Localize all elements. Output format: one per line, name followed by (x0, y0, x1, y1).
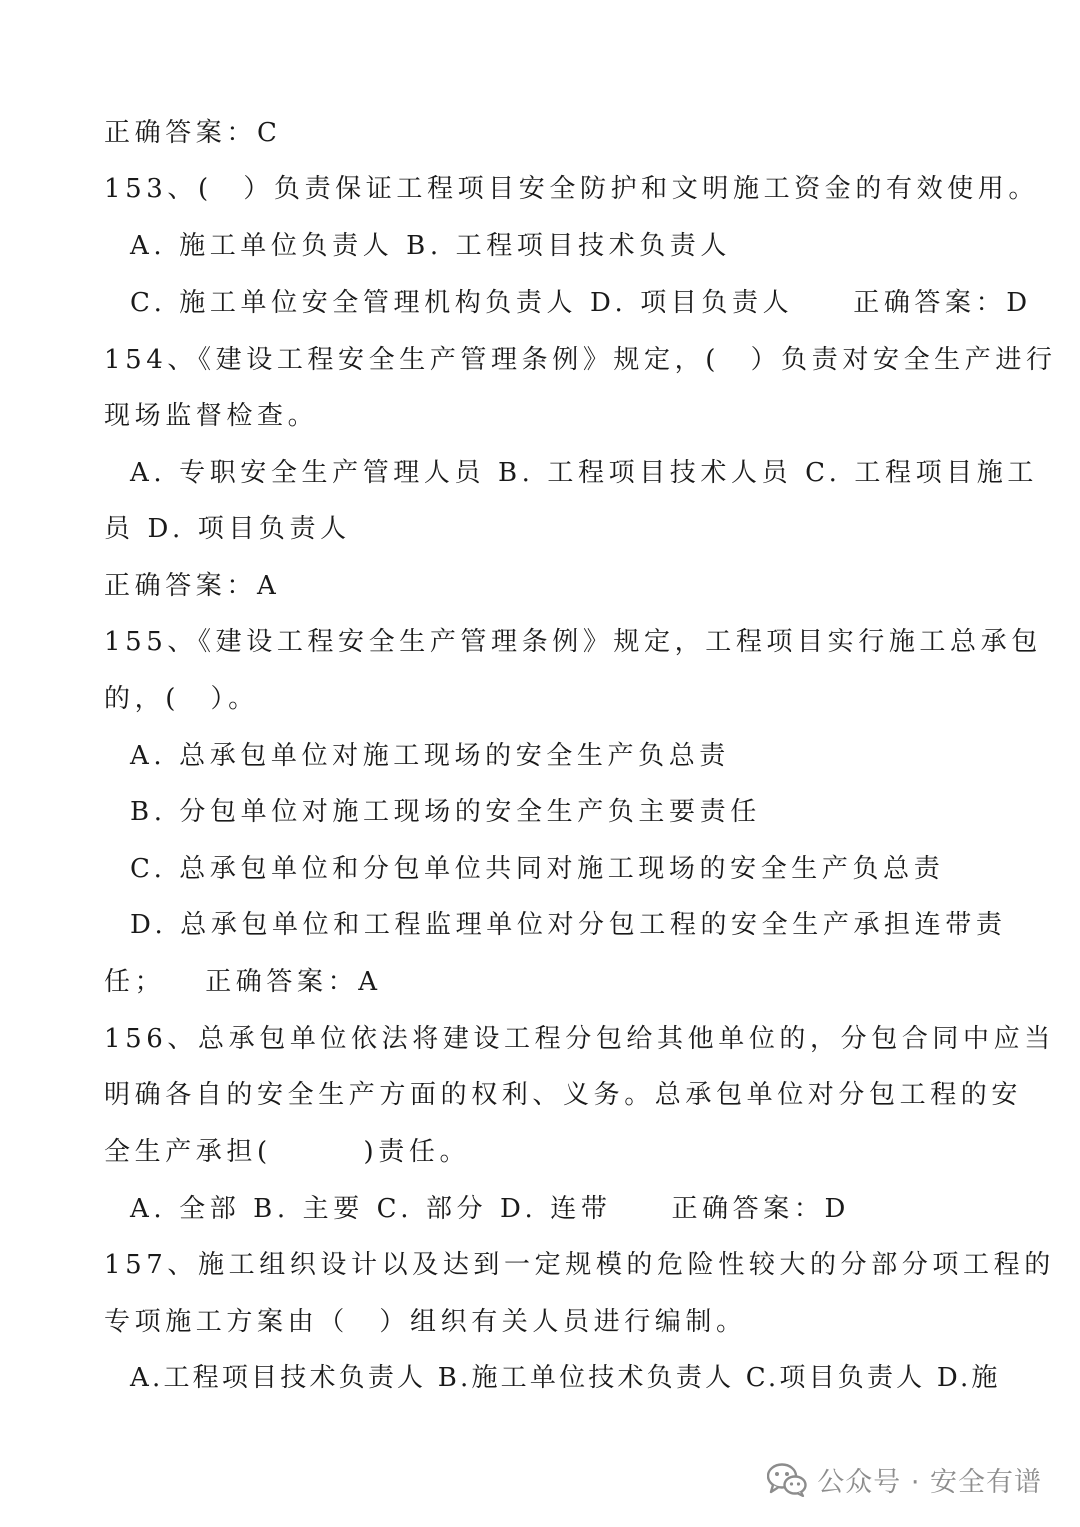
options-text: A.工程项目技术负责人 B.施工单位技术负责人 C.项目负责人 D.施 (130, 1363, 1001, 1393)
question-text: 155、《建设工程安全生产管理条例》规定，工程项目实行施工总承包 (104, 627, 1042, 657)
options-continuation (104, 512, 351, 546)
options-text: D. 总承包单位和工程监理单位对分包工程的安全生产承担连带责 (130, 910, 1007, 940)
watermark-text: 公众号 · 安全有谱 (817, 1467, 1042, 1498)
question-155 (104, 625, 1042, 659)
watermark (767, 1460, 1042, 1499)
options-text: 任； (104, 967, 166, 997)
question-text: 专项施工方案由（ ）组织有关人员进行编制。 (104, 1307, 747, 1337)
question-text: 明确各自的安全生产方面的权利、义务。总承包单位对分包工程的安 (104, 1080, 1023, 1110)
answer-text: 正确答案：A (104, 571, 281, 601)
question-text: 157、施工组织设计以及达到一定规模的危险性较大的分部分项工程的 (104, 1250, 1055, 1280)
answer-line (104, 116, 282, 150)
answer-text: 正确答案：D (853, 288, 1032, 318)
question-154 (104, 343, 1057, 377)
question-continuation (104, 682, 259, 716)
question-text: 的，( ）。 (104, 684, 259, 714)
option-b (130, 795, 761, 829)
option-d (130, 908, 1006, 942)
question-text: 全生产承担( )责任。 (104, 1137, 471, 1167)
question-157 (104, 1248, 1055, 1282)
question-continuation (104, 1135, 470, 1169)
question-continuation (104, 1078, 1022, 1112)
wechat-icon (767, 1463, 807, 1497)
question-text: 156、总承包单位依法将建设工程分包给其他单位的，分包合同中应当 (104, 1024, 1055, 1054)
options-line (130, 286, 1032, 320)
options-text: A. 施工单位负责人 B. 工程项目技术负责人 (130, 231, 732, 261)
question-continuation (104, 1305, 747, 1339)
option-c (130, 852, 944, 886)
option-a (130, 739, 730, 773)
option-d-continuation (104, 965, 382, 999)
answer-line (104, 569, 280, 603)
options-line (130, 456, 1038, 490)
answer-text: 正确答案：C (104, 118, 282, 148)
options-line (130, 229, 731, 263)
options-text: B. 分包单位对施工现场的安全生产负主要责任 (130, 797, 761, 827)
options-line (130, 1192, 850, 1226)
answer-text: 正确答案：D (671, 1194, 850, 1224)
options-text: C. 施工单位安全管理机构负责人 D. 项目负责人 (130, 288, 794, 318)
question-text: 154、《建设工程安全生产管理条例》规定，( ）负责对安全生产进行 (104, 345, 1057, 375)
options-text: A. 全部 B. 主要 C. 部分 D. 连带 (130, 1194, 612, 1224)
question-text: 153、( ）负责保证工程项目安全防护和文明施工资金的有效使用。 (104, 174, 1039, 204)
options-text: A. 专职安全生产管理人员 B. 工程项目技术人员 C. 工程项目施工 (130, 458, 1038, 488)
question-text: 现场监督检查。 (104, 401, 319, 431)
question-153 (104, 172, 1039, 206)
options-text: A. 总承包单位对施工现场的安全生产负总责 (130, 741, 730, 771)
question-continuation (104, 399, 318, 433)
options-line (130, 1361, 1001, 1395)
answer-text: 正确答案：A (205, 967, 382, 997)
options-text: 员 D. 项目负责人 (104, 514, 351, 544)
question-156 (104, 1022, 1055, 1056)
options-text: C. 总承包单位和分包单位共同对施工现场的安全生产负总责 (130, 854, 945, 884)
